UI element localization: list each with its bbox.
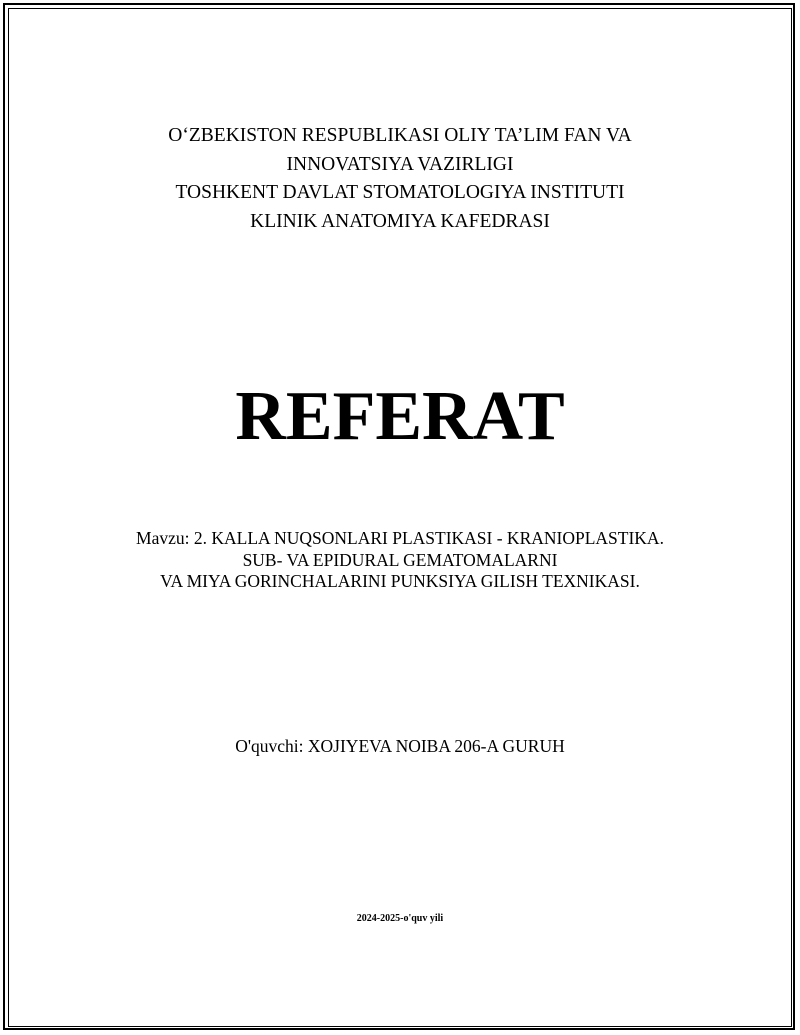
topic-line-3: VA MIYA GORINCHALARINI PUNKSIYA GILISH TEXNIKASI. (160, 571, 640, 591)
topic-line-1: Mavzu: 2. KALLA NUQSONLARI PLASTIKASI - KRANIOPLASTIKA. (136, 528, 664, 548)
header-line-department: KLINIK ANATOMIYA KAFEDRASI (250, 210, 550, 232)
header-line-ministry: O‘ZBEKISTON RESPUBLIKASI OLIY TA’LIM FAN VA (168, 125, 632, 146)
academic-year: 2024-2025-o'quv yili (356, 913, 444, 924)
topic-line-2: SUB- VA EPIDURAL GEMATOMALARNI (242, 549, 558, 570)
header-line-ministry-cont: INNOVATSIYA VAZIRLIGI (286, 153, 514, 175)
student-info: O'quvchi: XOJIYEVA NOIBA 206-A GURUH (235, 736, 565, 756)
institution-header (0, 122, 800, 236)
topic-block (0, 528, 800, 593)
header-line-institute: TOSHKENT DAVLAT STOMATOLOGIYA INSTITUTI (175, 182, 625, 203)
document-title: REFERAT (235, 378, 565, 455)
